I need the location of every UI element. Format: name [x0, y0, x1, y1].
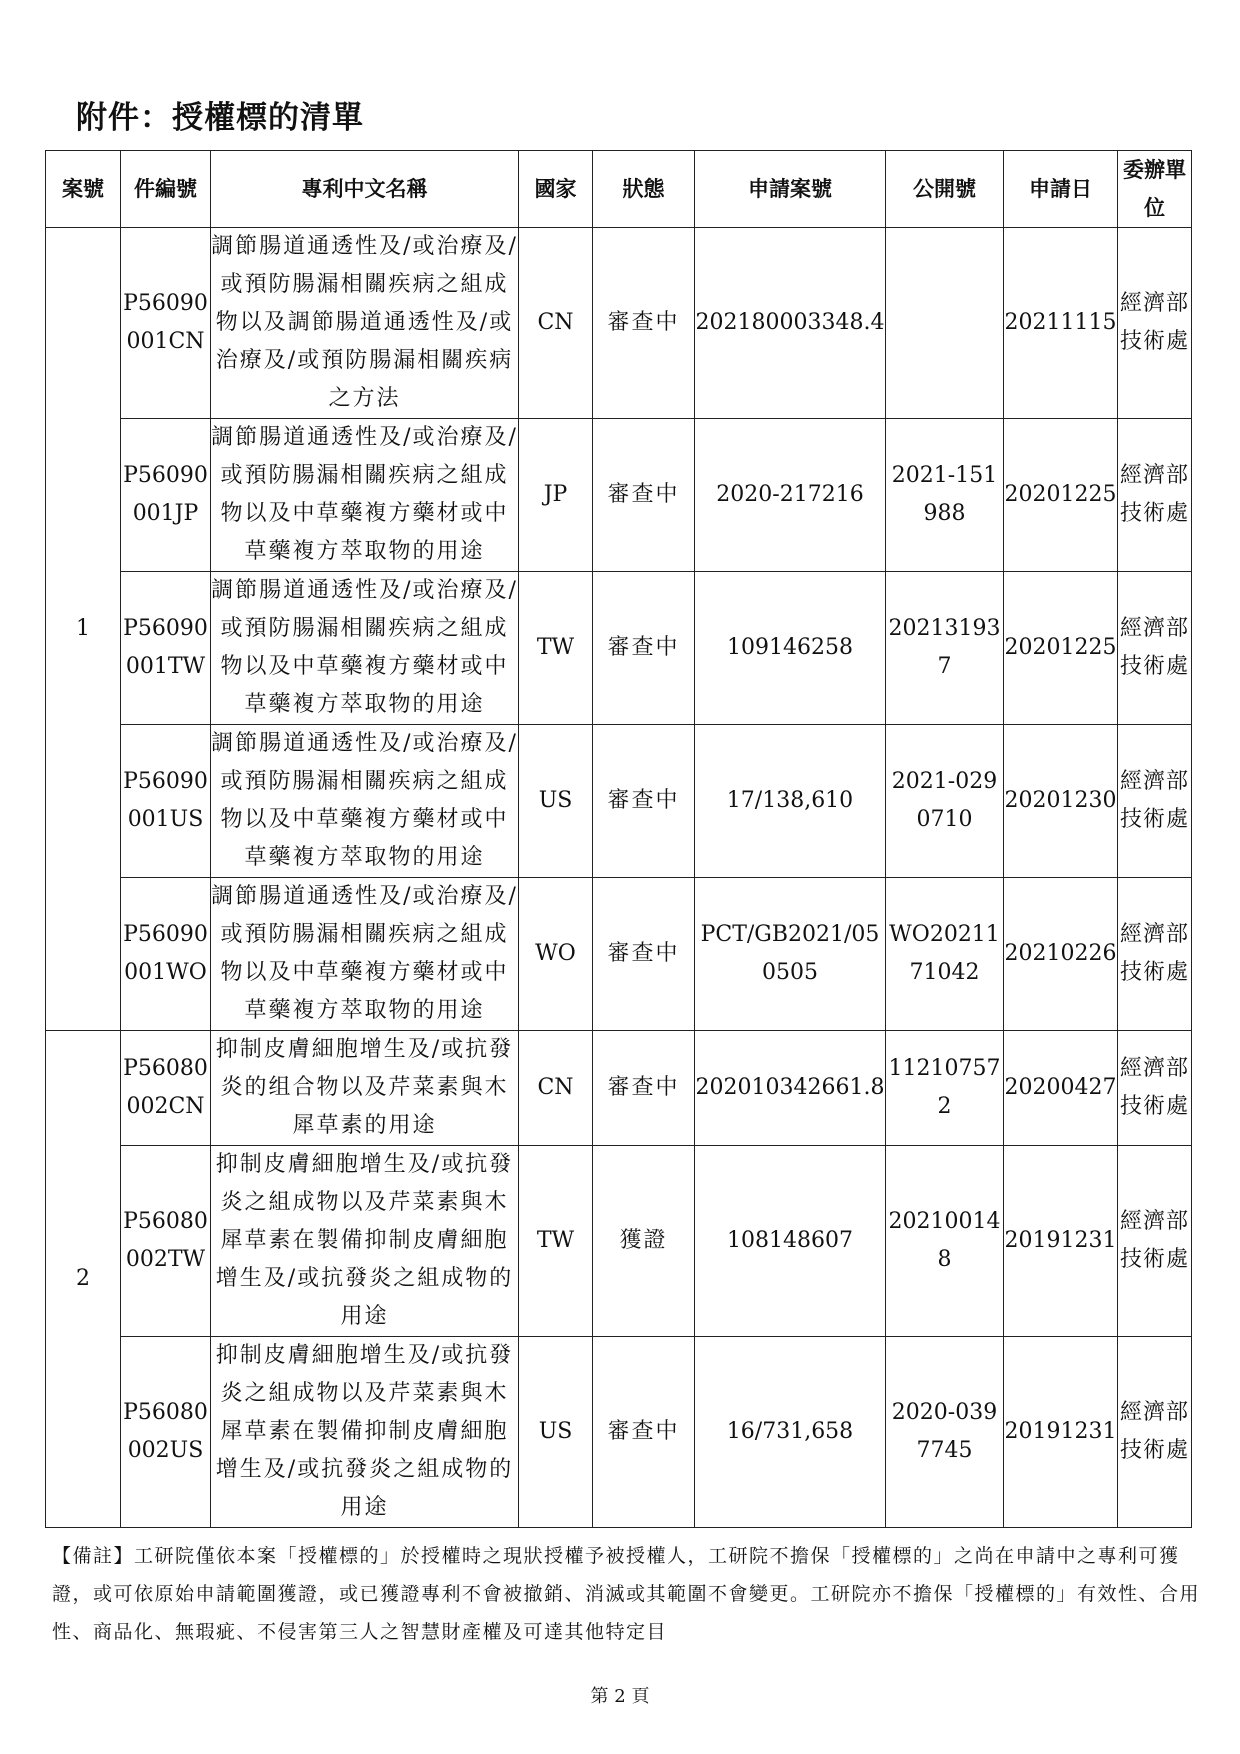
country: US — [519, 1337, 593, 1528]
application-number: 16/731,658 — [695, 1337, 886, 1528]
case-number: 2 — [46, 1031, 121, 1528]
table-row — [46, 1031, 1192, 1146]
disclaimer-note: 【備註】工研院僅依本案「授權標的」於授權時之現狀授權予被授權人，工研院不擔保「授權標的」之尚在申請中之專利可獲證，或可依原始申請範圍獲證，或已獲證專利不會被撤銷、消滅或其範圍不會變更。工研院亦不擔保「授權標的」有效性、合用性、商品化、無瑕疵、不侵害第三人之智慧財產權及可達其他特定目 — [52, 1545, 1201, 1643]
application-date: 20201225 — [1004, 419, 1118, 572]
publication-number: 2021-0290710 — [886, 725, 1004, 878]
country: CN — [519, 1031, 593, 1146]
country: JP — [519, 419, 593, 572]
patent-name: 調節腸道通透性及/或治療及/或預防腸漏相關疾病之組成物以及中草藥複方藥材或中草藥複方萃取物的用途 — [211, 878, 519, 1031]
application-number: 109146258 — [695, 572, 886, 725]
publication-number: 202131937 — [886, 572, 1004, 725]
commissioning-unit: 經濟部技術處 — [1118, 419, 1192, 572]
header-pub-no: 公開號 — [886, 151, 1004, 228]
application-date: 20200427 — [1004, 1031, 1118, 1146]
status: 審查中 — [593, 878, 695, 1031]
commissioning-unit: 經濟部技術處 — [1118, 878, 1192, 1031]
table-row — [46, 419, 1192, 572]
application-number: PCT/GB2021/050505 — [695, 878, 886, 1031]
country: CN — [519, 228, 593, 419]
item-number: P56090 001CN — [121, 228, 211, 419]
header-item-no: 件編號 — [121, 151, 211, 228]
application-date: 20191231 — [1004, 1337, 1118, 1528]
table-row — [46, 878, 1192, 1031]
commissioning-unit: 經濟部技術處 — [1118, 1146, 1192, 1337]
country: TW — [519, 572, 593, 725]
table-header-row — [46, 151, 1192, 228]
patent-name: 調節腸道通透性及/或治療及/或預防腸漏相關疾病之組成物以及中草藥複方藥材或中草藥複方萃取物的用途 — [211, 572, 519, 725]
application-number: 202010342661.8 — [695, 1031, 886, 1146]
header-app-no: 申請案號 — [695, 151, 886, 228]
item-number: P56080 002CN — [121, 1031, 211, 1146]
patent-name: 抑制皮膚細胞增生及/或抗發炎之組成物以及芹菜素與木犀草素在製備抑制皮膚細胞增生及/或抗發炎之組成物的用途 — [211, 1337, 519, 1528]
case-number: 1 — [46, 228, 121, 1031]
application-date: 20191231 — [1004, 1146, 1118, 1337]
commissioning-unit: 經濟部技術處 — [1118, 1337, 1192, 1528]
application-number: 108148607 — [695, 1146, 886, 1337]
patent-name: 調節腸道通透性及/或治療及/或預防腸漏相關疾病之組成物以及調節腸道通透性及/或治療及/或預防腸漏相關疾病之方法 — [211, 228, 519, 419]
status: 審查中 — [593, 572, 695, 725]
header-app-date: 申請日 — [1004, 151, 1118, 228]
table-row — [46, 725, 1192, 878]
status: 審查中 — [593, 228, 695, 419]
table-row — [46, 572, 1192, 725]
commissioning-unit: 經濟部技術處 — [1118, 228, 1192, 419]
publication-number: 112107572 — [886, 1031, 1004, 1146]
header-unit: 委辦單位 — [1118, 151, 1192, 228]
patent-name: 調節腸道通透性及/或治療及/或預防腸漏相關疾病之組成物以及中草藥複方藥材或中草藥複方萃取物的用途 — [211, 419, 519, 572]
status: 審查中 — [593, 725, 695, 878]
status: 審查中 — [593, 419, 695, 572]
publication-number: WO2021171042 — [886, 878, 1004, 1031]
table-row — [46, 228, 1192, 419]
application-date: 20211115 — [1004, 228, 1118, 419]
item-number: P56080 002TW — [121, 1146, 211, 1337]
header-name: 專利中文名稱 — [211, 151, 519, 228]
patent-name: 調節腸道通透性及/或治療及/或預防腸漏相關疾病之組成物以及中草藥複方藥材或中草藥複方萃取物的用途 — [211, 725, 519, 878]
status: 審查中 — [593, 1031, 695, 1146]
patent-name: 抑制皮膚細胞增生及/或抗發炎之組成物以及芹菜素與木犀草素在製備抑制皮膚細胞增生及/或抗發炎之組成物的用途 — [211, 1146, 519, 1337]
patent-name: 抑制皮膚細胞增生及/或抗發炎的组合物以及芹菜素與木犀草素的用途 — [211, 1031, 519, 1146]
application-date: 20201225 — [1004, 572, 1118, 725]
application-number: 202180003348.4 — [695, 228, 886, 419]
status: 獲證 — [593, 1146, 695, 1337]
item-number: P56080 002US — [121, 1337, 211, 1528]
table-row — [46, 1146, 1192, 1337]
publication-number — [886, 228, 1004, 419]
application-number: 2020-217216 — [695, 419, 886, 572]
publication-number: 2021-151988 — [886, 419, 1004, 572]
country: WO — [519, 878, 593, 1031]
header-case-no: 案號 — [46, 151, 121, 228]
header-status: 狀態 — [593, 151, 695, 228]
country: TW — [519, 1146, 593, 1337]
application-number: 17/138,610 — [695, 725, 886, 878]
patent-table — [45, 150, 1192, 1528]
item-number: P56090 001WO — [121, 878, 211, 1031]
commissioning-unit: 經濟部技術處 — [1118, 572, 1192, 725]
publication-number: 202100148 — [886, 1146, 1004, 1337]
header-country: 國家 — [519, 151, 593, 228]
item-number: P56090 001JP — [121, 419, 211, 572]
item-number: P56090 001US — [121, 725, 211, 878]
page-title: 附件：授權標的清單 — [76, 100, 364, 136]
status: 審查中 — [593, 1337, 695, 1528]
country: US — [519, 725, 593, 878]
page-number: 第 2 頁 — [590, 1686, 650, 1707]
table-row — [46, 1337, 1192, 1528]
application-date: 20210226 — [1004, 878, 1118, 1031]
publication-number: 2020-0397745 — [886, 1337, 1004, 1528]
application-date: 20201230 — [1004, 725, 1118, 878]
commissioning-unit: 經濟部技術處 — [1118, 725, 1192, 878]
item-number: P56090 001TW — [121, 572, 211, 725]
commissioning-unit: 經濟部技術處 — [1118, 1031, 1192, 1146]
